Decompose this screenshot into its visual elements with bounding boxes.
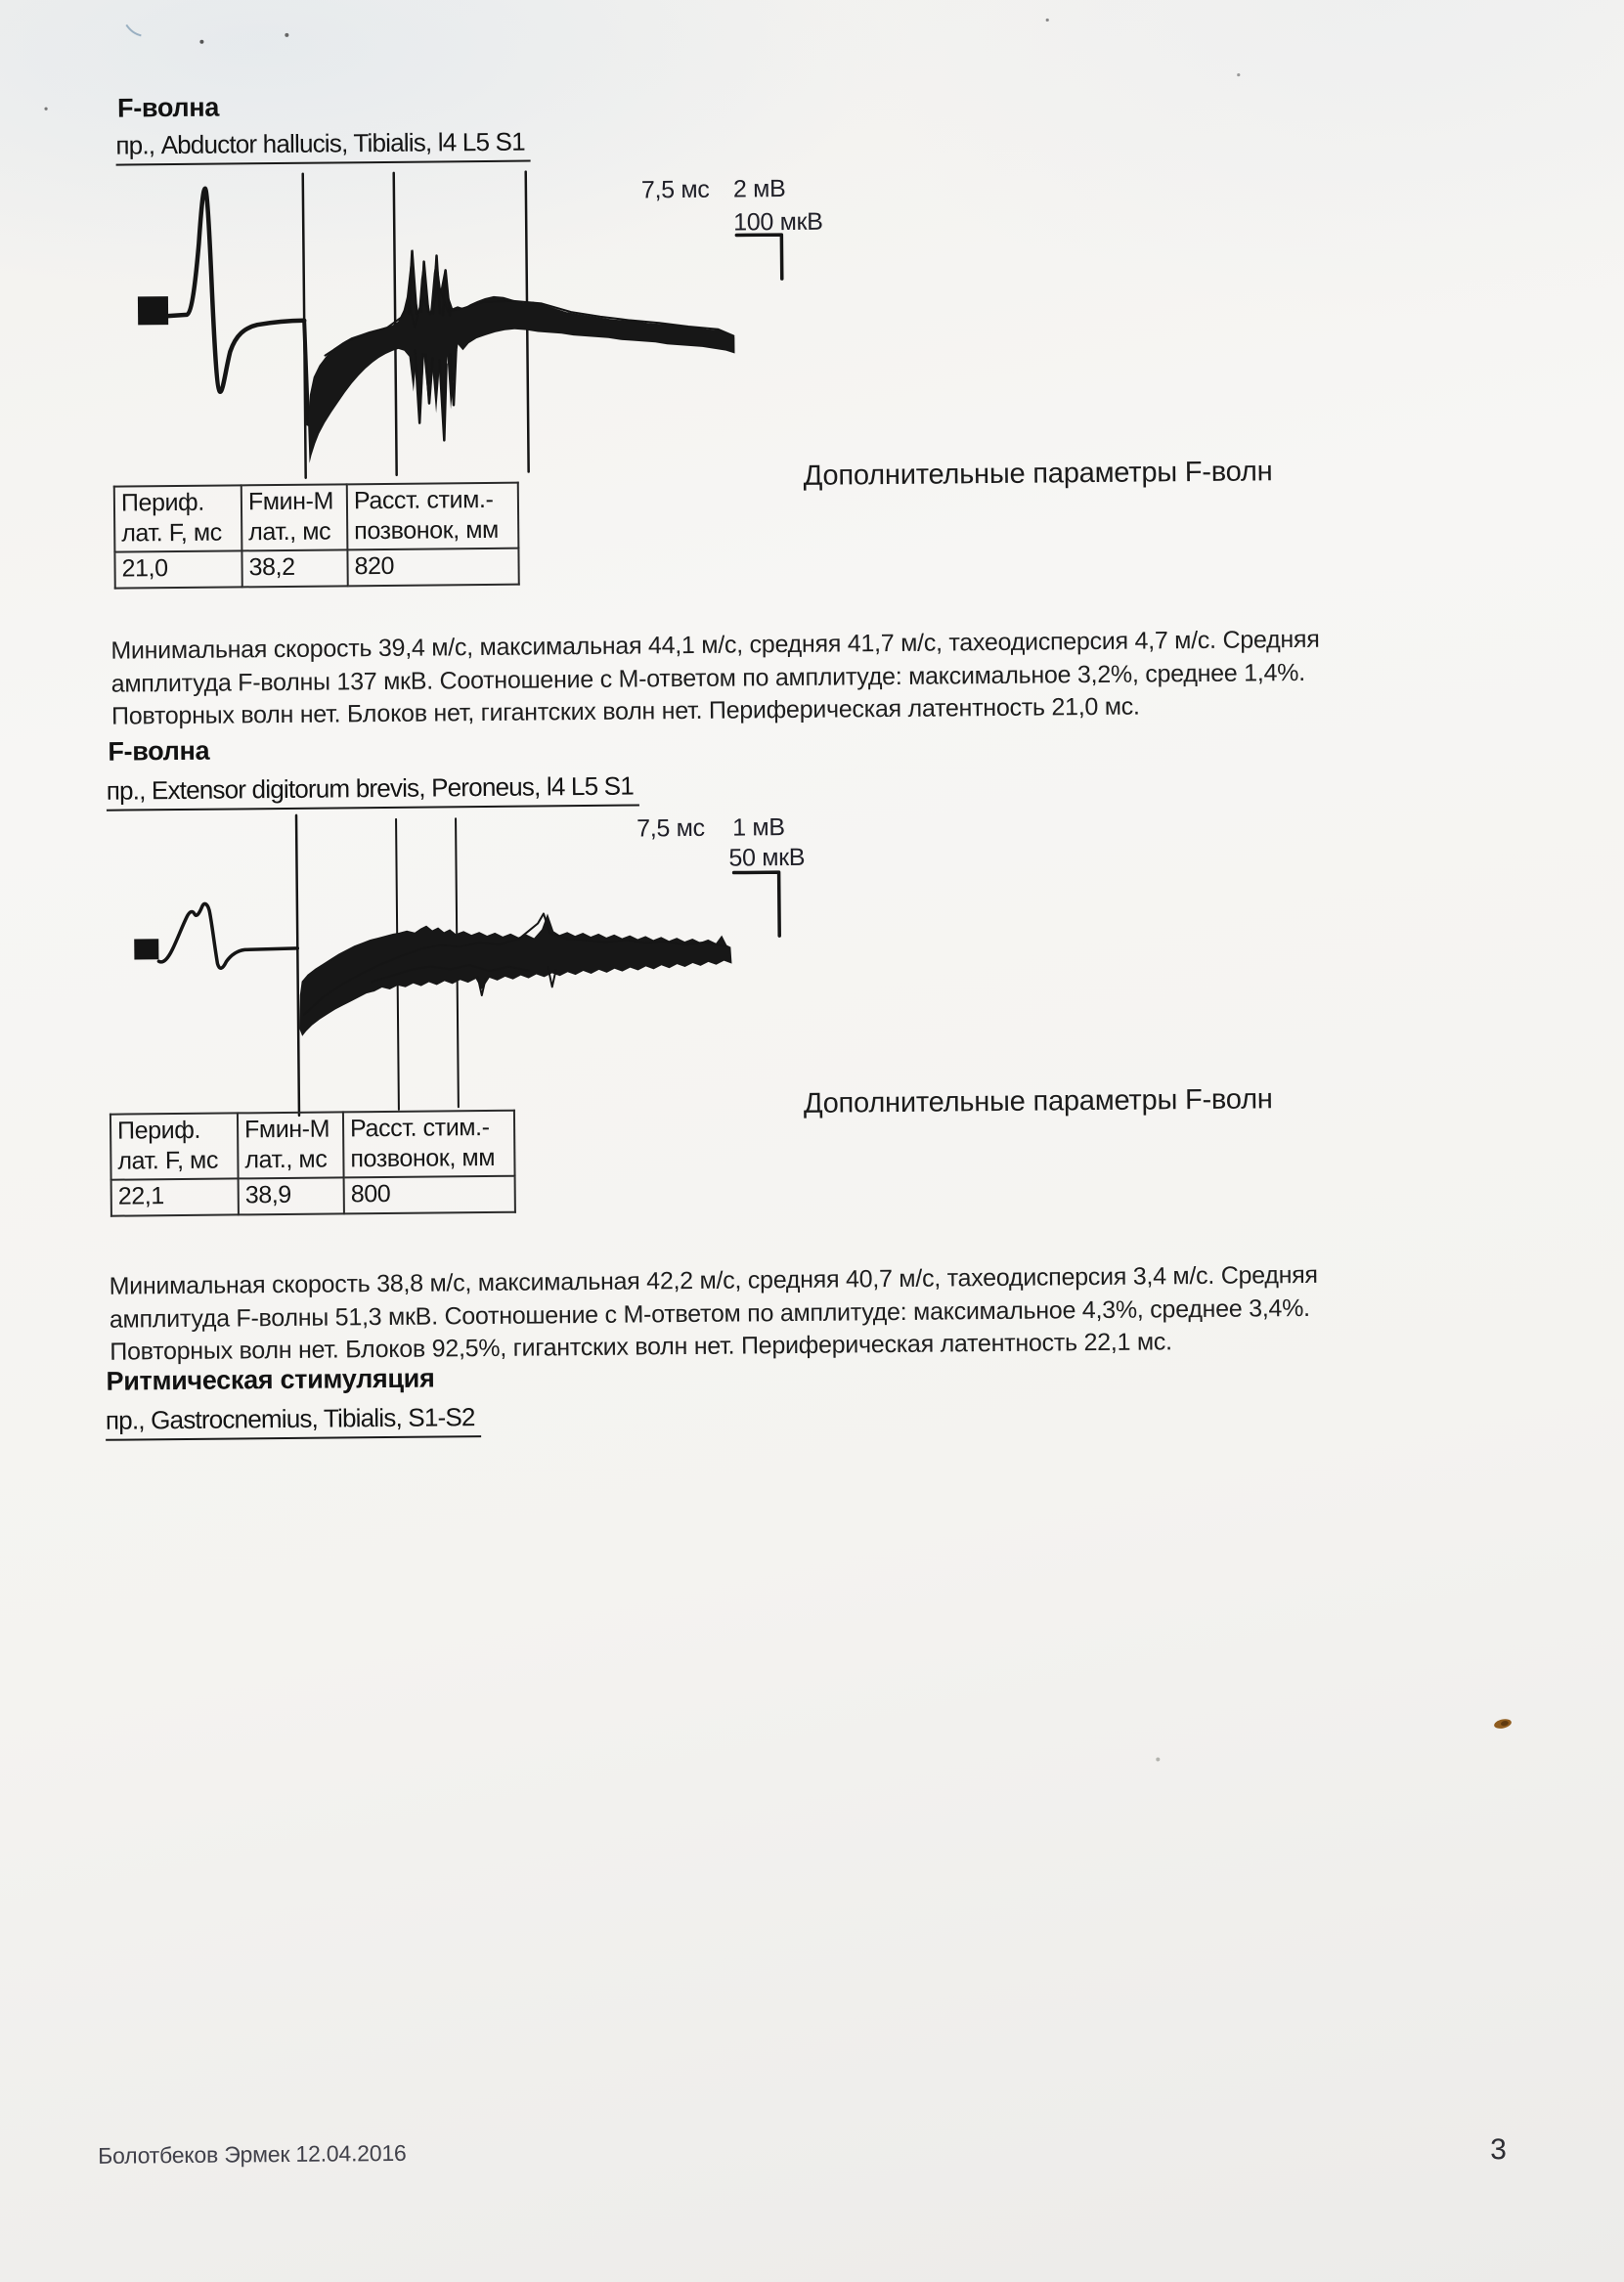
section2-heading: F-волна (108, 735, 210, 767)
gain-label-2: 50 мкВ (728, 843, 806, 872)
gain-label-2: 100 мкВ (733, 207, 823, 237)
stimulus-artifact-square (134, 939, 158, 959)
table-value-row (111, 1176, 515, 1215)
table-header-cell (238, 1112, 344, 1178)
table-value-cell: 800 (344, 1176, 515, 1213)
header-line: Расст. стим.- (349, 1113, 490, 1143)
header-line: лат., мс (248, 517, 331, 546)
page-number: 3 (1490, 2133, 1508, 2167)
header-line: позвонок, мм (350, 1143, 496, 1172)
waveform-1 (137, 169, 784, 479)
timebase-label: 7,5 мс (640, 175, 710, 204)
table-header-row (110, 1111, 515, 1180)
table-header-cell (343, 1111, 515, 1178)
section2-subtitle: пр., Extensor digitorum brevis, Peroneus, l4 L5 S1 (107, 770, 639, 811)
gain-label: 1 мВ (732, 813, 785, 842)
stimulus-artifact-square (138, 296, 168, 325)
section3-heading: Ритмическая стимуляция (106, 1363, 435, 1396)
summary-line: Минимальная скорость 38,8 м/с, максимальная 42,2 м/с, средняя 40,7 м/с, тахеодисперсия 3,4 м/с. Средняя (109, 1260, 1318, 1300)
header-line: позвонок, мм (354, 515, 500, 545)
section2-table (110, 1110, 516, 1216)
section1-subtitle: пр., Abductor hallucis, Tibialis, l4 L5 S1 (115, 127, 531, 166)
f-wave-band (298, 912, 732, 1036)
section3-subtitle: пр., Gastrocnemius, Tibialis, S1-S2 (106, 1402, 481, 1441)
examiner-signature: Болотбеков Эрмек 12.04.2016 (98, 2139, 407, 2169)
table-header-cell (241, 484, 348, 550)
header-line: Периф. (120, 488, 204, 517)
calibration-bracket (734, 872, 780, 936)
table-value-cell: 38,9 (239, 1177, 344, 1214)
section1-heading: F-волна (116, 92, 220, 123)
summary-line: Повторных волн нет. Блоков 92,5%, гигантских волн нет. Периферическая латентность 22,1 мс. (110, 1328, 1172, 1366)
table-header-cell (110, 1113, 239, 1179)
table-header-row (114, 483, 519, 552)
section1-params-heading: Дополнительные параметры F-волн (803, 456, 1273, 492)
table-header-cell (114, 485, 242, 551)
table-value-row (114, 549, 518, 588)
header-line: Fмин-M (247, 487, 334, 516)
table-value-cell: 820 (347, 549, 518, 586)
m-wave-trace (158, 903, 298, 969)
section2-subtitle-wrap (107, 770, 639, 811)
header-line: Расст. стим.- (353, 485, 494, 515)
waveform-2 (133, 811, 781, 1117)
section1-subtitle-wrap (115, 127, 531, 166)
section1-table (113, 482, 520, 589)
section2-params-heading: Дополнительные параметры F-волн (803, 1083, 1273, 1119)
scan-specks (0, 12, 1513, 1773)
table-value-cell: 22,1 (111, 1178, 239, 1215)
header-line: Fмин-M (243, 1115, 330, 1144)
summary-line: амплитуда F-волны 51,3 мкВ. Соотношение с М-ответом по амплитуде: максимальное 4,3%, среднее 3,4%. (109, 1294, 1310, 1334)
summary-line: Минимальная скорость 39,4 м/с, максимальная 44,1 м/с, средняя 41,7 м/с, тахеодисперсия 4,7 м/с. Средняя (110, 625, 1320, 665)
f-wave-band (306, 246, 735, 463)
table-header-cell (347, 483, 519, 550)
summary-line: Повторных волн нет. Блоков нет, гигантских волн нет. Периферическая латентность 21,0 мс. (110, 692, 1140, 730)
table-value-cell: 21,0 (114, 550, 241, 588)
header-line: лат. F, мс (121, 518, 222, 548)
section1-summary (110, 624, 1320, 733)
calibration-bracket (736, 235, 781, 279)
gain-label: 2 мВ (732, 175, 786, 203)
timebase-label: 7,5 мс (636, 813, 705, 843)
table-value-cell: 38,2 (241, 549, 347, 587)
header-line: лат., мс (244, 1145, 328, 1173)
cursor-line (296, 815, 299, 1116)
m-wave-trace (167, 188, 305, 392)
brown-speck (1493, 1718, 1513, 1731)
section2-summary (109, 1259, 1318, 1369)
section3-subtitle-wrap (106, 1402, 481, 1441)
header-line: Периф. (116, 1116, 201, 1145)
summary-line: амплитуда F-волны 137 мкВ. Соотношение с М-ответом по амплитуде: максимальное 3,2%, среднее 1,4%. (110, 658, 1306, 698)
header-line: лат. F, мс (117, 1146, 219, 1175)
